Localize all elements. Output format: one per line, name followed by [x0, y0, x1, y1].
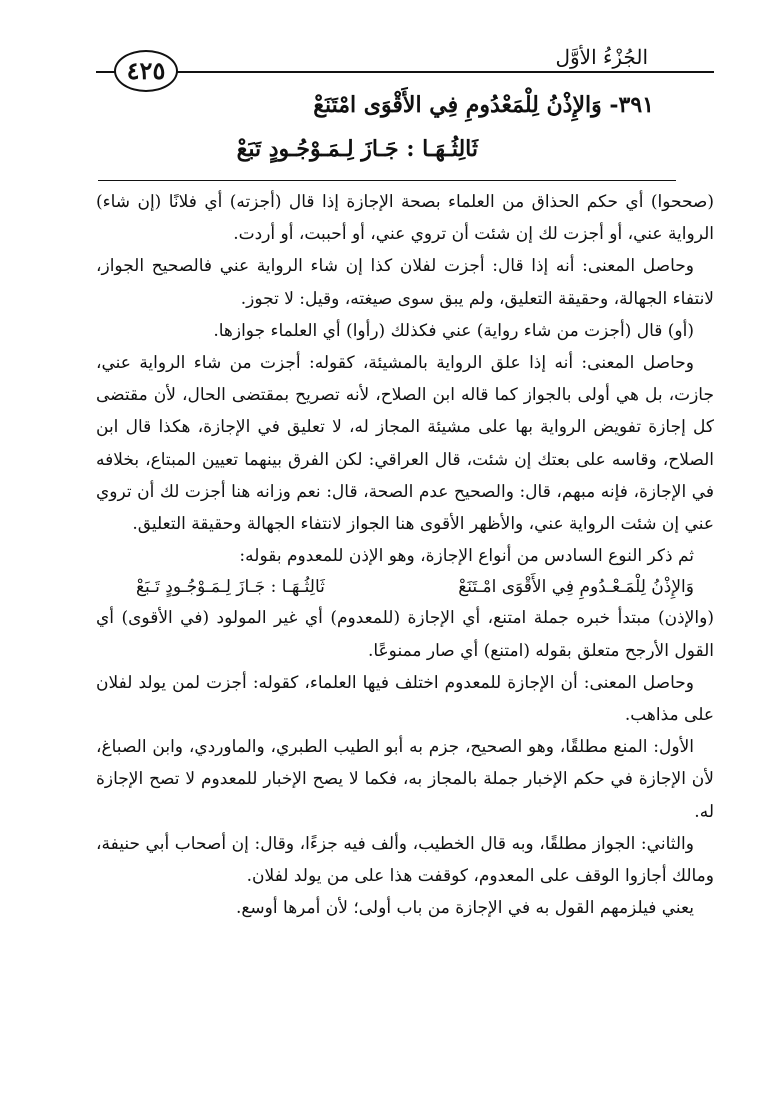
paragraph-8: الأول: المنع مطلقًا، وهو الصحيح، جزم به أبو الطيب الطبري، والماوردي، وابن الصباغ، لأن الإجازة في حكم الإخبار جملة بالمجاز به، فكما لا يصح الإخبار للمعدوم لا تصح الإجازة له.	[96, 737, 714, 822]
verse-line-second-hemistich: ثَالِثُـهَـا : جَـازَ لِـمَـوْجُـودٍ تَبَعْ	[236, 136, 478, 162]
page-header	[96, 40, 714, 86]
paragraph-1: (صححوا) أي حكم الحذاق من العلماء بصحة الإجازة إذا قال (أجزته) أي فلانًا (إن شاء) الرواية عني، أو أجزت لك إن شئت أن تروي عني، أو أحببت، أو أردت.	[96, 192, 714, 245]
quoted-verse-right-hemistich: وَالإِذْنُ لِلْمَـعْـدُومِ فِي الأَقْوَى امْـتَنَعْ	[458, 577, 694, 598]
paragraph-6: (والإذن) مبتدأ خبره جملة امتنع، أي الإجازة (للمعدوم) أي غير المولود (في الأقوى) أي القول الأرجح متعلق بقوله (امتنع) أي صار ممنوعًا.	[96, 608, 714, 661]
paragraph-3: (أو) قال (أجزت من شاء رواية) عني فكذلك (رأوا) أي العلماء جوازها.	[213, 320, 694, 341]
paragraph-7: وحاصل المعنى: أن الإجازة للمعدوم اختلف فيها العلماء، كقوله: أجزت لمن يولد لفلان على مذاهب.	[96, 672, 714, 726]
page-number: ٤٢٥	[114, 50, 178, 92]
verse-separator-rule	[98, 180, 676, 181]
header-rule	[96, 71, 714, 73]
verse-line-first-hemistich: ٣٩١- وَالإِذْنُ لِلْمَعْدُومِ فِي الأَقْوَى امْتَنَعْ	[313, 92, 654, 118]
quoted-verse-left-hemistich: ثَالِثُـهَـا : جَـازَ لِـمَـوْجُـودٍ تَـبَعْ	[136, 577, 325, 598]
paragraph-9: والثاني: الجواز مطلقًا، وبه قال الخطيب، وألف فيه جزءًا، وقال: إن أصحاب أبي حنيفة، ومالك أجازوا الوقف على المعدوم، كوقفت هذا على من يولد لفلان.	[96, 833, 714, 887]
paragraph-2: وحاصل المعنى: أنه إذا قال: أجزت لفلان كذا إن شاء الرواية عني فالصحيح الجواز، لانتفاء الجهالة، وحقيقة التعليق، ولم يبق سوى صيغته، وقيل: لا تجوز.	[96, 256, 714, 309]
paragraph-10: يعني فيلزمهم القول به في الإجازة من باب أولى؛ لأن أمرها أوسع.	[235, 898, 694, 919]
quoted-verse	[96, 572, 714, 602]
running-head-part-title: الجُزْءُ الأوَّل	[547, 44, 656, 70]
paragraph-5: ثم ذكر النوع السادس من أنواع الإجازة، وهو الإذن للمعدوم بقوله:	[239, 546, 694, 567]
commentary-body	[96, 186, 714, 924]
paragraph-4: وحاصل المعنى: أنه إذا علق الرواية بالمشيئة، كقوله: أجزت من شاء الرواية عني، جازت، بل هي أولى بالجواز كما قاله ابن الصلاح، لأنه تصريح بمقتضى الحال، لأن مقتضى كل إجازة تفويض الرواية بها على مشيئة المجاز له، لا تعليق في الإجازة، هكذا قال ابن الصلاح، وقاسه على بعتك إن شئت، قال العراقي: لكن الفرق بينهما تعيين المبتاع، بخلافه في الإجازة، فإنه مبهم، قال: والصحيح عدم الصحة، قال: نعم وزانه هنا أجزت لك أن تروي عني إن شئت الرواية عني، والأظهر الأقوى هنا الجواز لانتفاء الجهالة وحقيقة التعليق.	[96, 353, 714, 535]
